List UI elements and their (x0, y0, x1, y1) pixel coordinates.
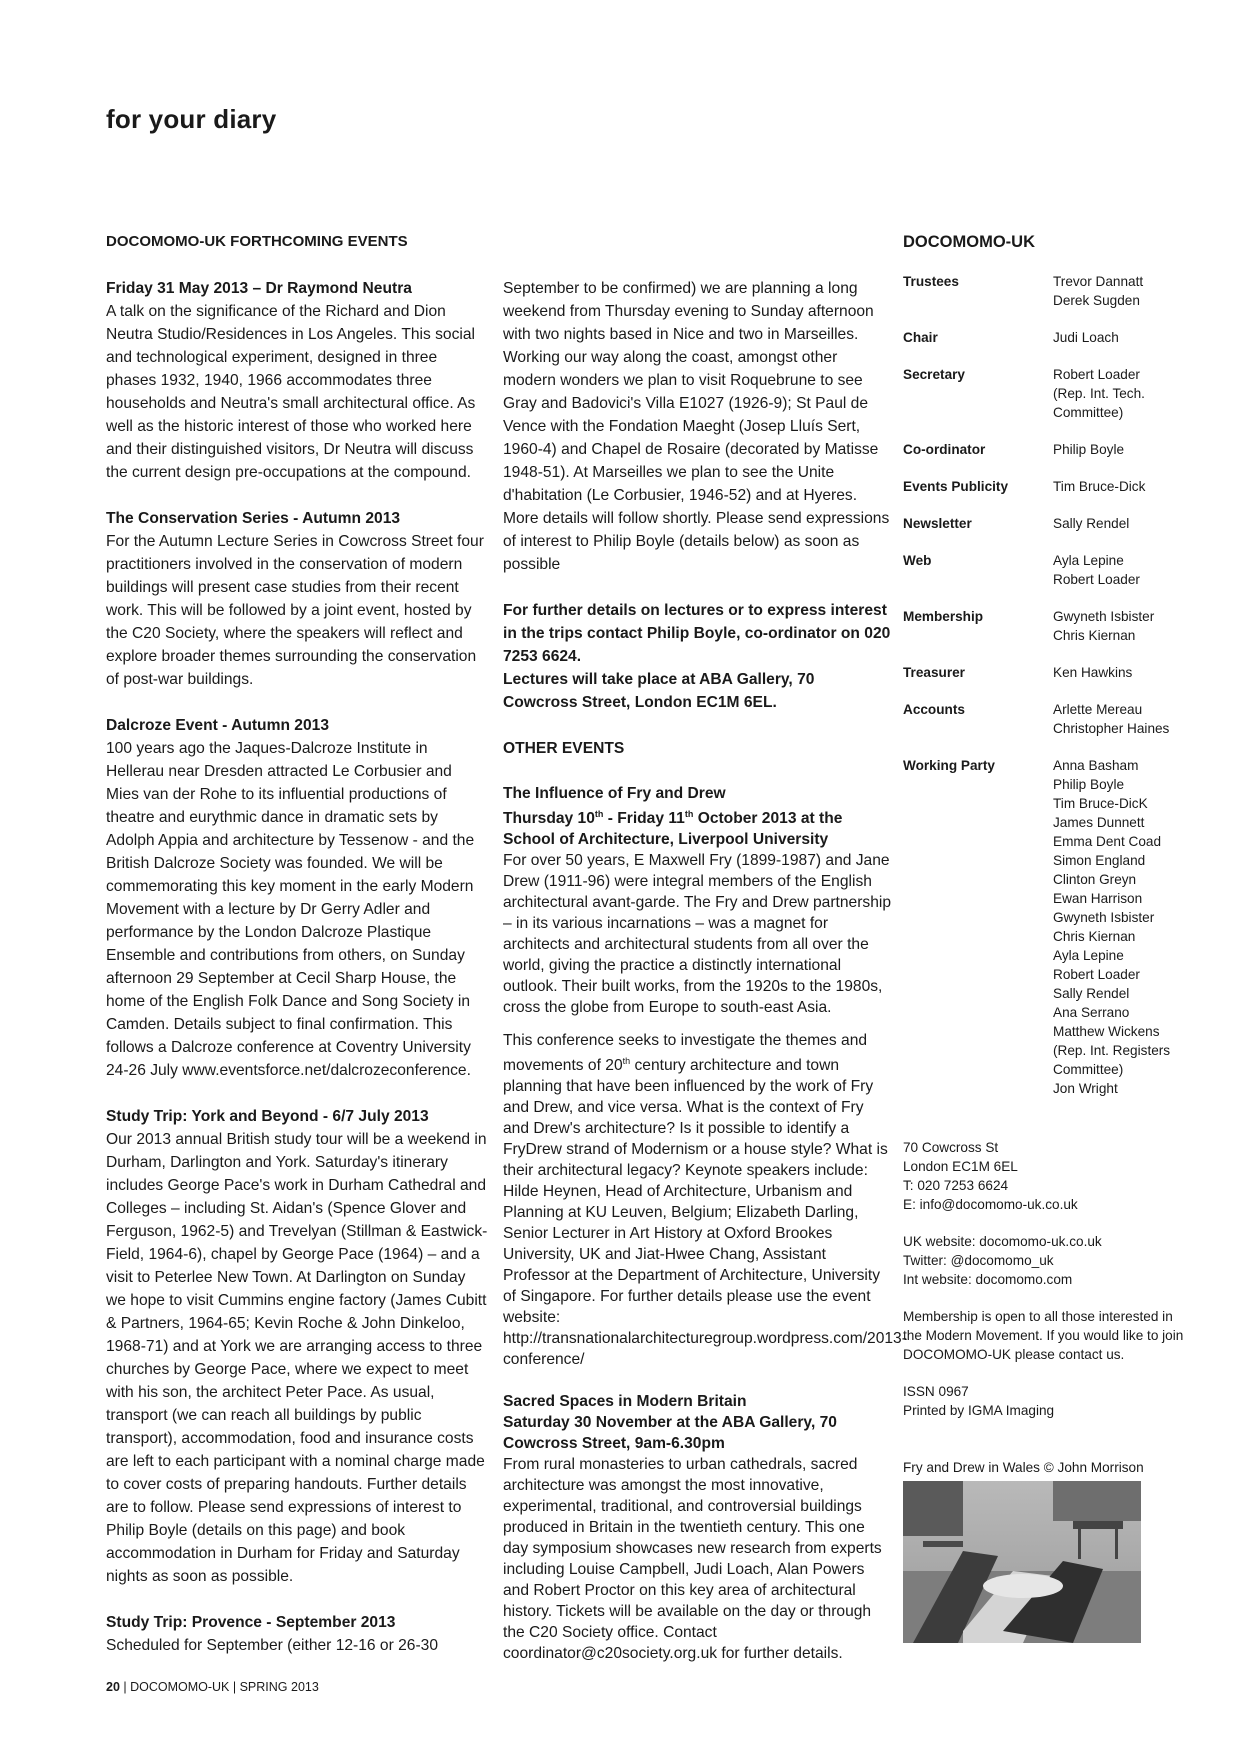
officer-names (1053, 551, 1188, 589)
officer-role-label: Co-ordinator (903, 442, 986, 457)
officer-role-label: Events Publicity (903, 479, 1009, 494)
officer-name: Ken Hawkins (1053, 665, 1133, 680)
officer-name: Simon England (1053, 853, 1146, 868)
issn-info (903, 1382, 1188, 1420)
event-heading: The Influence of Fry and Drew (503, 785, 726, 802)
sidebar-title: DOCOMOMO-UK (903, 233, 1035, 251)
officer-name: Sally Rendel (1053, 986, 1130, 1001)
officer-names (1053, 272, 1188, 310)
officer-name: Gwyneth Isbister (1053, 609, 1155, 624)
address-line: T: 020 7253 6624 (903, 1178, 1009, 1193)
officer-name: Arlette Mereau (1053, 702, 1143, 717)
address (903, 1138, 1188, 1214)
officer-name: Anna Basham (1053, 758, 1139, 773)
event-study-trip-york (106, 1105, 488, 1588)
officer-name: Trevor Dannatt (1053, 274, 1144, 289)
officer-name: Committee) (1053, 1062, 1124, 1077)
officer-names (1053, 700, 1188, 738)
address-line: London EC1M 6EL (903, 1159, 1018, 1174)
address-line: E: info@docomomo-uk.co.uk (903, 1197, 1078, 1212)
officer-name: Committee) (1053, 405, 1124, 420)
officer-name: Robert Loader (1053, 572, 1140, 587)
officer-name: Tim Bruce-DicK (1053, 796, 1148, 811)
officer-role-label: Chair (903, 330, 938, 345)
officer-role-label: Secretary (903, 367, 965, 382)
event-body: Our 2013 annual British study tour will be a weekend in Durham, Darlington and York. Saturday's itinerary includes George Pace's work in Durham Cathedral and Colleges – including St. Aidan's (Spence Glover and Ferguson, 1962-5) and Trevelyan (Stillman & Eastwick-Field, 1964-6), chapel by George Pace (1964) – and a visit to Peterlee New Town. At Darlington on Sunday we hope to visit Cummins engine factory (James Cubitt & Partners, 1964-65; Kevin Roche & John Dinkeloo, 1968-71) and at York we are arranging access to three churches by George Pace, where we expect to meet with his son, the architect Peter Pace. As usual, transport (we can reach all buildings by public transport), accommodation, food and insurance costs are left to each participant with a nominal charge made to cover costs of preparing handouts. Further details are to follow. Please send expressions of interest to Philip Boyle (details on this page) and book accommodation in Durham for Friday and Saturday nights as soon as possible. (106, 1131, 488, 1585)
photo-image (903, 1481, 1141, 1643)
officer-role-label: Working Party (903, 758, 995, 773)
officer-names (1053, 514, 1188, 533)
issn-line: ISSN 0967 (903, 1384, 969, 1399)
venue-note: Lectures will take place at ABA Gallery, 70 Cowcross Street, London EC1M 6EL. (503, 671, 815, 711)
event-body: 100 years ago the Jaques-Dalcroze Institute in Hellerau near Dresden attracted Le Corbusier and Mies van der Rohe to its influential productions of theatre and eurythmic dance in dramatic sets by Adolph Appia and architecture by Tessenow - and the British Dalcroze Society was founded. We will be commemorating this key moment in the early Modern Movement with a lecture by Dr Gerry Adler and performance by the London Dalcroze Plastique Ensemble and contributions from others, on Sunday afternoon 29 September at Cecil Sharp House, the home of the English Folk Dance and Song Society in Camden. Details subject to final confirmation. This follows a Dalcroze conference at Coventry University 24-26 July www.eventsforce.net/dalcrozeconference. (106, 740, 475, 1079)
event-sacred-spaces (503, 1391, 891, 1664)
event-body: From rural monasteries to urban cathedrals, sacred architecture was amongst the most innovative, experimental, traditional, and controversial buildings produced in Britain in the twentieth century. This one day symposium showcases new research from experts including Louise Campbell, Judi Loach, Alan Powers and Robert Proctor on this key area of architectural history. Tickets will be available on the day or through the C20 Society office. Contact coordinator@c20society.org.uk for further details. (503, 1456, 882, 1663)
officer-name: Sally Rendel (1053, 516, 1130, 531)
web-link-line: Twitter: @docomomo_uk (903, 1253, 1054, 1268)
photo-caption: Fry and Drew in Wales © John Morrison (903, 1460, 1144, 1475)
event-conservation-series (106, 507, 488, 691)
event-neutra (106, 277, 488, 484)
officer-role-label: Treasurer (903, 665, 965, 680)
officer-names (1053, 440, 1188, 459)
officer-names (1053, 607, 1188, 645)
page-title: for your diary (106, 104, 277, 134)
event-body: For the Autumn Lecture Series in Cowcross Street four practitioners involved in the conservation of modern buildings will present case studies from their recent work. This will be followed by a joint event, hosted by the C20 Society, where the speakers will reflect and explore broader themes surrounding the conservation of post-war buildings. (106, 533, 484, 688)
officer-name: Chris Kiernan (1053, 628, 1136, 643)
officer-names (1053, 365, 1188, 422)
event-heading: Study Trip: York and Beyond - 6/7 July 2013 (106, 1108, 429, 1125)
event-dalcroze (106, 714, 488, 1082)
officer-role-label: Newsletter (903, 516, 972, 531)
web-links (903, 1232, 1188, 1289)
officer-name: Jon Wright (1053, 1081, 1118, 1096)
event-heading: The Conservation Series - Autumn 2013 (106, 510, 401, 527)
event-heading: Friday 31 May 2013 – Dr Raymond Neutra (106, 280, 412, 297)
page-number: 20 (106, 1680, 120, 1694)
event-heading: Study Trip: Provence - September 2013 (106, 1614, 396, 1631)
event-body: Scheduled for September (either 12-16 or 26-30 (106, 1637, 438, 1654)
event-heading: Sacred Spaces in Modern Britain (503, 1393, 747, 1411)
officer-name: (Rep. Int. Registers (1053, 1043, 1171, 1058)
officer-name: Christopher Haines (1053, 721, 1170, 736)
officer-name: Philip Boyle (1053, 442, 1125, 457)
officer-name: (Rep. Int. Tech. (1053, 386, 1145, 401)
event-fry-and-drew (503, 783, 907, 1370)
page-footer (106, 1680, 319, 1694)
officer-name: Robert Loader (1053, 367, 1140, 382)
officer-name: Philip Boyle (1053, 777, 1125, 792)
officer-name: Gwyneth Isbister (1053, 910, 1155, 925)
event-date: Thursday 10th - Friday 11th October 2013 at the School of Architecture, Liverpool University (503, 809, 843, 849)
events-column-1 (106, 277, 488, 1657)
officer-names (1053, 663, 1188, 682)
officer-name: Chris Kiernan (1053, 929, 1136, 944)
docomomo-sidebar (903, 233, 1188, 1643)
web-link-line: UK website: docomomo-uk.co.uk (903, 1234, 1102, 1249)
officer-names (1053, 328, 1188, 347)
event-heading: Dalcroze Event - Autumn 2013 (106, 717, 329, 734)
officer-name: Emma Dent Coad (1053, 834, 1162, 849)
footer-text: | DOCOMOMO-UK | SPRING 2013 (119, 1680, 319, 1694)
officer-name: James Dunnett (1053, 815, 1145, 830)
event-body: A talk on the significance of the Richard and Dion Neutra Studio/Residences in Los Angeles. This social and technological experiment, designed in three phases 1932, 1940, 1966 accommodates three households and Neutra's small architectural office. As well as the historic interest of those who worked here and their distinguished visitors, Dr Neutra will discuss the current design pre-occupations at the compound. (106, 303, 476, 481)
provence-continued: September to be confirmed) we are planning a long weekend from Thursday evening to Sunday afternoon with two nights based in Nice and two in Marseilles. Working our way along the coast, amongst other modern wonders we plan to visit Roquebrune to see Gray and Badovici's Villa E1027 (1926-9); St Paul de Vence with the Fondation Maeght (Josep Lluís Sert, 1960-4) and Chapel de Rosaire (decorated by Matisse 1948-51). At Marseilles we plan to see the Unite d'habitation (Le Corbusier, 1946-52) and at Hyeres. More details will follow shortly. Please send expressions of interest to Philip Boyle (details below) as soon as possible (503, 280, 890, 573)
officer-name: Robert Loader (1053, 967, 1140, 982)
officer-name: Clinton Greyn (1053, 872, 1137, 887)
contact-block (903, 1138, 1188, 1643)
officer-role-label: Accounts (903, 702, 965, 717)
event-study-trip-provence (106, 1611, 488, 1657)
contact-note: For further details on lectures or to express interest in the trips contact Philip Boyle, co-ordinator on 020 7253 6624. (503, 602, 891, 665)
officer-name: Judi Loach (1053, 330, 1119, 345)
officer-name: Ayla Lepine (1053, 948, 1124, 963)
officer-name: Ewan Harrison (1053, 891, 1143, 906)
officer-name: Ana Serrano (1053, 1005, 1130, 1020)
officer-role-label: Membership (903, 609, 984, 624)
web-link-line: Int website: docomomo.com (903, 1272, 1073, 1287)
officer-names (1053, 756, 1188, 1098)
other-events-heading: OTHER EVENTS (503, 740, 625, 757)
officer-name: Ayla Lepine (1053, 553, 1124, 568)
event-date: Saturday 30 November at the ABA Gallery, 70 Cowcross Street, 9am-6.30pm (503, 1414, 837, 1453)
officer-name: Tim Bruce-Dick (1053, 479, 1146, 494)
event-body: For over 50 years, E Maxwell Fry (1899-1987) and Jane Drew (1911-96) were integral members of the English architectural avant-garde. The Fry and Drew partnership – in its various incarnations – was a magnet for architects and architectural students from all over the world, giving the practice a distinctly international outlook. Their built works, from the 1920s to the 1980s, cross the globe from Europe to south-east Asia. (503, 852, 892, 1017)
event-body-2: This conference seeks to investigate the themes and movements of 20th century architecture and town planning that have been influenced by the work of Fry and Drew, and vice versa. What is the context of Fry and Drew's architecture? Is it possible to identify a FryDrew strand of Modernism or a house style? What is their architectural legacy? Keynote speakers include: Hilde Heynen, Head of Architecture, Urbanism and Planning at KU Leuven, Belgium; Elizabeth Darling, Senior Lecturer in Art History at Oxford Brookes University, UK and Jiat-Hwee Chang, Assistant Professor at the Department of Architecture, University of Singapore. For further details please use the event website: http://transnationalarchitecturegroup.wordpress.com/2013-conference/ (503, 1032, 907, 1369)
address-line: 70 Cowcross St (903, 1140, 999, 1155)
events-column-2 (503, 277, 907, 1664)
section-heading: DOCOMOMO-UK FORTHCOMING EVENTS (106, 233, 408, 250)
officers-list (903, 272, 1188, 1098)
membership-note: Membership is open to all those interested in the Modern Movement. If you would like to join DOCOMOMO-UK please contact us. (903, 1309, 1184, 1362)
officer-name: Matthew Wickens (1053, 1024, 1160, 1039)
officer-role-label: Trustees (903, 274, 959, 289)
officer-role-label: Web (903, 553, 932, 568)
fry-and-drew-photo (903, 1481, 1141, 1643)
officer-names (1053, 477, 1188, 496)
officer-name: Derek Sugden (1053, 293, 1140, 308)
issn-line: Printed by IGMA Imaging (903, 1403, 1055, 1418)
